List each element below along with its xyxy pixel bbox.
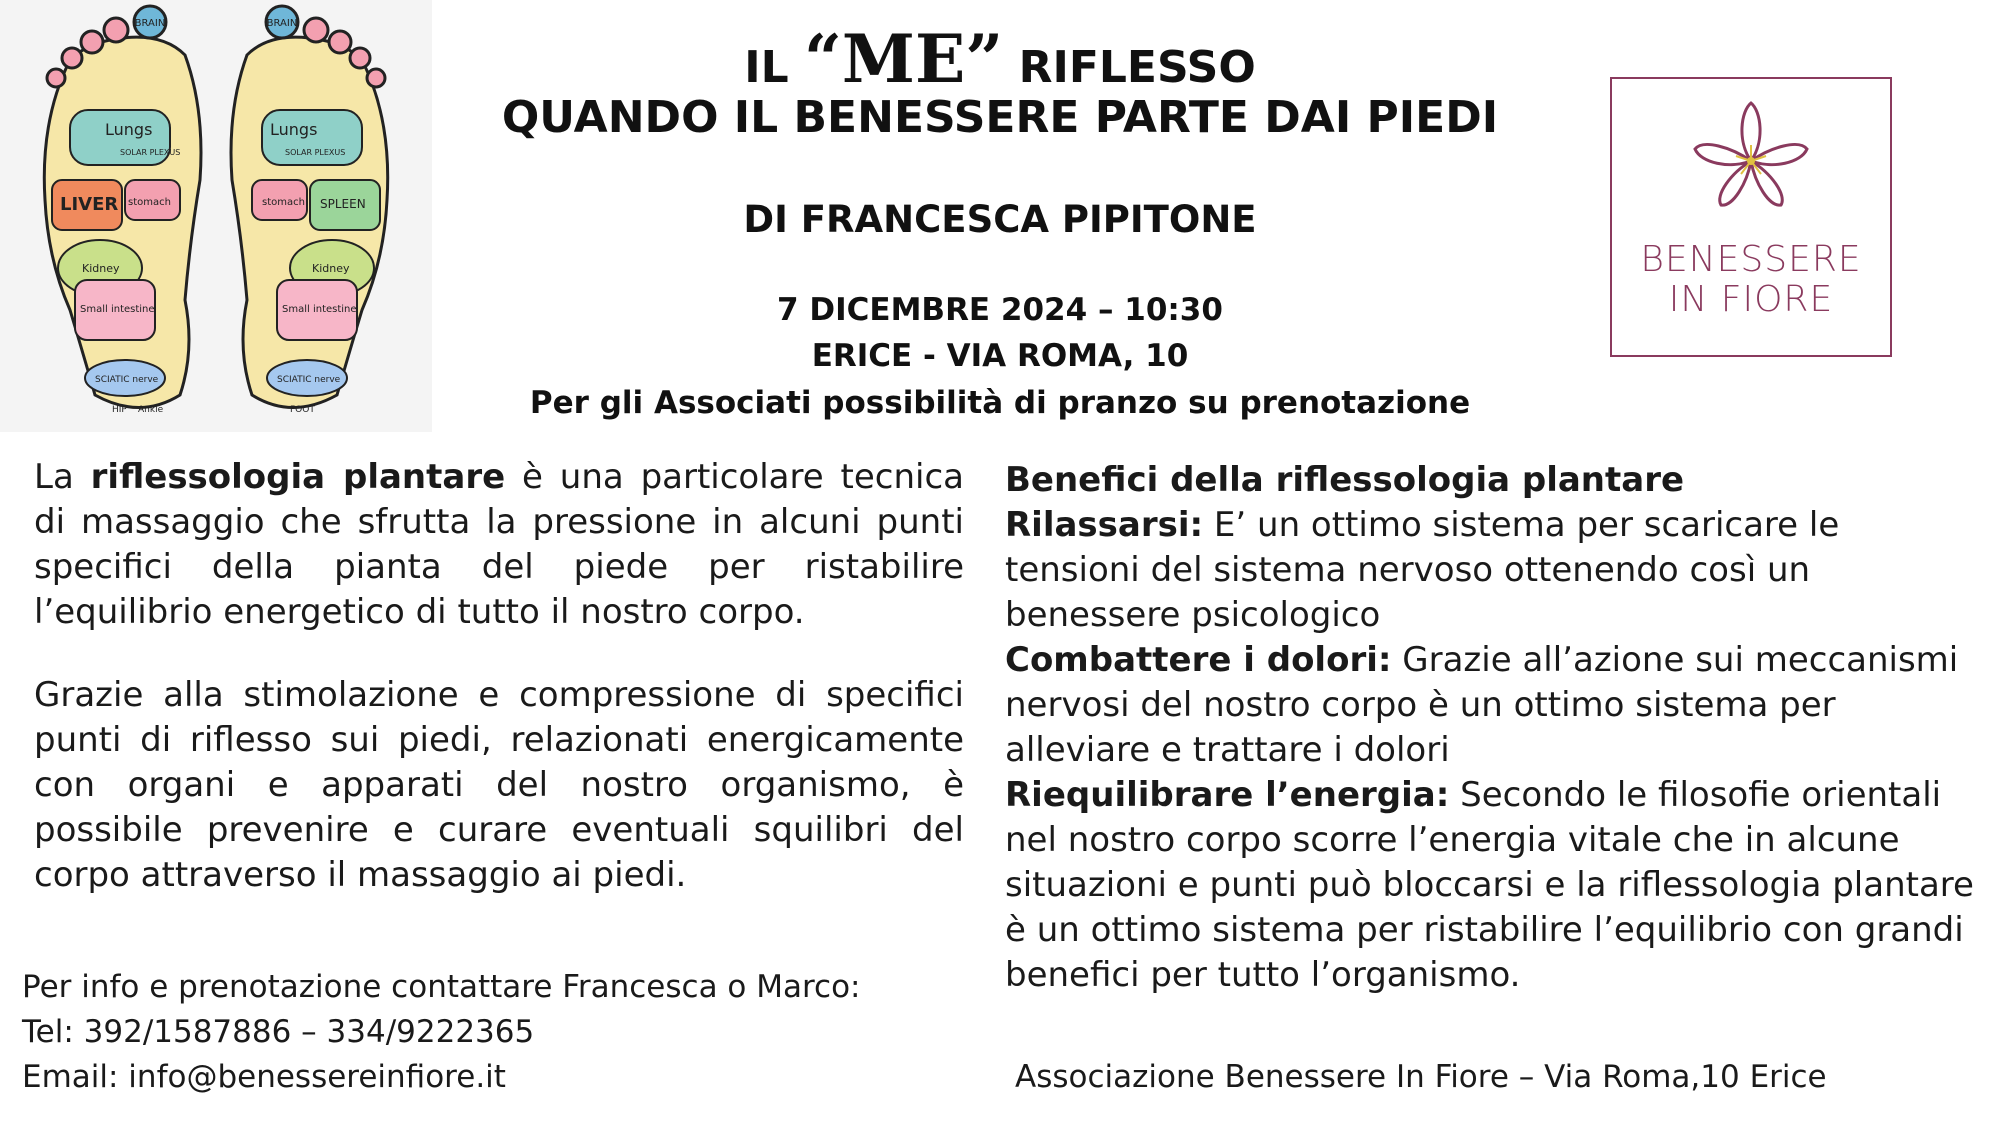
foot-label-spleen: SPLEEN <box>320 197 366 211</box>
benefits-section <box>1005 458 1975 998</box>
contact-email: Email: info@benessereinfiore.it <box>22 1059 506 1095</box>
lunch-note: Per gli Associati possibilità di pranzo su prenotazione <box>529 385 1471 421</box>
logo-text-line2: IN FIORE <box>1668 279 1834 320</box>
foot-label-sciatic-right: SCIATIC nerve <box>277 375 341 385</box>
foot-map-illustration <box>0 0 432 432</box>
flower-icon <box>1612 79 1890 239</box>
foot-label-stomach-left: stomach <box>128 197 171 208</box>
benefit-title: Rilassarsi: <box>1005 505 1204 545</box>
benefit-item <box>1005 638 1975 773</box>
intro-paragraph-1 <box>34 455 964 635</box>
benefit-item <box>1005 503 1975 638</box>
foot-label-foot: FOOT <box>290 405 315 415</box>
benefit-item <box>1005 773 1975 998</box>
foot-label-sciatic-left: SCIATIC nerve <box>95 375 159 385</box>
foot-label-stomach-right: stomach <box>262 197 305 208</box>
title-me: “ME” <box>803 20 1004 98</box>
event-location: ERICE - VIA ROMA, 10 <box>811 338 1189 374</box>
foot-label-hip: HIP <box>112 405 127 415</box>
title-suffix: RIFLESSO <box>1003 42 1256 93</box>
foot-reflexology-image <box>0 0 432 432</box>
contact-phone: Tel: 392/1587886 – 334/9222365 <box>22 1014 535 1050</box>
benefit-title: Combattere i dolori: <box>1005 640 1392 680</box>
event-author: DI FRANCESCA PIPITONE <box>743 198 1257 241</box>
foot-label-brain-right: BRAIN <box>266 18 298 29</box>
intro-section <box>34 455 964 898</box>
event-title <box>470 20 1530 98</box>
benefits-heading: Benefici della riflessologia plantare <box>1005 460 1685 500</box>
benefit-text: Grazie all’azione sui meccanismi nervosi del nostro corpo è un ottimo sistema per alleviare e trattare i dolori <box>1005 640 1959 770</box>
foot-label-small-intestine-right: Small intestine <box>282 304 357 315</box>
foot-label-small-intestine-left: Small intestine <box>80 304 155 315</box>
logo-text-line1: BENESSERE <box>1640 239 1862 280</box>
contact-info <box>22 965 861 1100</box>
title-prefix: IL <box>744 42 804 93</box>
foot-label-kidney-right: Kidney <box>312 262 350 275</box>
benefit-text: E’ un ottimo sistema per scaricare le tensioni del sistema nervoso ottenendo così un benessere psicologico <box>1005 505 1840 635</box>
benefit-title: Riequilibrare l’energia: <box>1005 775 1450 815</box>
intro-p1-after: è una particolare tecnica di massaggio che sfrutta la pressione in alcuni punti specifici della pianta del piede per ristabilire l’equilibrio energetico di tutto il nostro corpo. <box>34 457 964 632</box>
event-date-time: 7 DICEMBRE 2024 – 10:30 <box>777 292 1223 328</box>
intro-paragraph-2: Grazie alla stimolazione e compressione di specifici punti di riflesso sui piedi, relazionati energicamente con organi e apparati del nostro organismo, è possibile prevenire e curare eventuali squilibri del corpo attraverso il massaggio ai piedi. <box>34 675 964 895</box>
association-footer: Associazione Benessere In Fiore – Via Roma,10 Erice <box>1015 1059 1827 1095</box>
intro-p1-bold: riflessologia plantare <box>90 457 506 497</box>
foot-label-solar-plexus-left: SOLAR PLEXUS <box>120 148 181 157</box>
foot-label-solar-plexus-right: SOLAR PLEXUS <box>285 148 346 157</box>
contact-line: Per info e prenotazione contattare Francesca o Marco: <box>22 969 861 1005</box>
foot-label-ankle: Ankle <box>138 405 164 415</box>
benefit-text: Secondo le filosofie orientali nel nostro corpo scorre l’energia vitale che in alcune situazioni e punti può bloccarsi e la riflessologia plantare è un ottimo sistema per ristabilire l’equilibrio con grandi benefici per tutto l’organismo. <box>1005 775 1974 995</box>
intro-p1-before: La <box>34 457 91 497</box>
foot-label-kidney-left: Kidney <box>82 262 120 275</box>
foot-label-brain-left: BRAIN <box>134 18 166 29</box>
foot-label-liver: LIVER <box>60 194 119 215</box>
foot-label-lungs-right: Lungs <box>270 120 318 139</box>
foot-label-lungs-left: Lungs <box>105 120 153 139</box>
event-subtitle: QUANDO IL BENESSERE PARTE DAI PIEDI <box>501 92 1499 143</box>
benessere-in-fiore-logo <box>1610 77 1892 357</box>
